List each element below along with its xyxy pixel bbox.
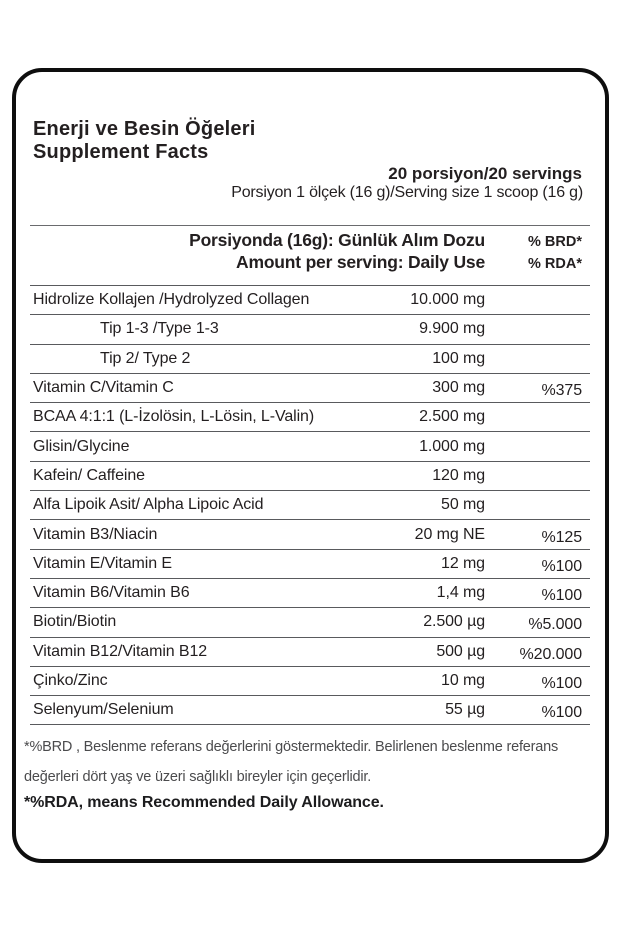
column-header-percent-tr: % BRD*: [528, 234, 582, 250]
nutrient-amount: 10 mg: [441, 672, 485, 689]
footnote-rda: *%RDA, means Recommended Daily Allowance.: [24, 794, 384, 811]
nutrient-amount: 2.500 mg: [419, 408, 485, 426]
nutrient-amount: 10.000 mg: [410, 291, 485, 309]
nutrient-name: Çinko/Zinc: [33, 672, 108, 689]
nutrient-name: Glisin/Glycine: [33, 437, 130, 455]
footnote-brd: *%BRD , Beslenme referans değerlerini göstermektedir. Belirlenen beslenme referans değerleri dört yaş ve üzeri sağlıklı bireyler için geçerlidir.: [24, 739, 559, 785]
table-row: [30, 695, 590, 724]
nutrient-name: Vitamin B12/Vitamin B12: [33, 642, 208, 660]
nutrient-name: Vitamin E/Vitamin E: [33, 554, 172, 572]
table-row: [30, 578, 590, 607]
nutrient-percent: %100: [541, 557, 582, 575]
nutrient-name: Vitamin C/Vitamin C: [33, 379, 174, 397]
nutrient-percent: %5.000: [528, 616, 582, 634]
nutrient-amount: 55 µg: [445, 701, 485, 719]
nutrient-name: Alfa Lipoik Asit/ Alpha Lipoic Acid: [33, 496, 264, 514]
nutrient-name: Biotin/Biotin: [33, 613, 117, 631]
label-title-english: Supplement Facts: [33, 141, 209, 163]
table-row: [30, 666, 590, 695]
nutrient-name: Tip 2/ Type 2: [100, 349, 191, 367]
nutrient-name: Selenyum/Selenium: [33, 701, 174, 719]
nutrient-percent: %20.000: [519, 645, 582, 663]
nutrient-amount: 300 mg: [432, 379, 485, 397]
table-header-row-turkish: [30, 230, 590, 252]
table-row: [30, 402, 590, 431]
nutrient-percent: %125: [541, 528, 582, 546]
label-title-turkish: Enerji ve Besin Öğeleri: [33, 118, 256, 140]
table-row: [30, 549, 590, 578]
table-row: [30, 344, 590, 373]
column-header-amount-en: Amount per serving: Daily Use: [236, 252, 485, 272]
nutrient-amount: 12 mg: [441, 554, 485, 572]
servings-count: 20 porsiyon/20 servings: [388, 164, 582, 183]
table-row: [30, 490, 590, 519]
table-row: [30, 637, 590, 666]
header-divider: [30, 225, 590, 226]
nutrient-amount: 1.000 mg: [419, 437, 485, 455]
table-header-row-english: [30, 252, 590, 274]
nutrient-amount: 100 mg: [432, 349, 485, 367]
table-row: [30, 314, 590, 343]
nutrient-amount: 50 mg: [441, 496, 485, 514]
table-row: [30, 607, 590, 636]
table-row: [30, 461, 590, 490]
facts-table-body: [30, 285, 590, 725]
serving-size: Porsiyon 1 ölçek (16 g)/Serving size 1 scoop (16 g): [231, 184, 583, 201]
nutrient-name: Hidrolize Kollajen /Hydrolyzed Collagen: [33, 291, 310, 309]
nutrient-amount: 20 mg NE: [414, 525, 485, 543]
column-header-percent-en: % RDA*: [528, 256, 582, 272]
table-row: [30, 431, 590, 460]
supplement-facts-card: [12, 68, 609, 863]
nutrient-name: Vitamin B6/Vitamin B6: [33, 584, 190, 602]
nutrient-amount: 9.900 mg: [419, 320, 485, 338]
table-header: [30, 230, 590, 274]
table-row: [30, 519, 590, 548]
nutrient-amount: 120 mg: [432, 466, 485, 484]
nutrient-name: Vitamin B3/Niacin: [33, 525, 158, 543]
column-header-amount-tr: Porsiyonda (16g): Günlük Alım Dozu: [189, 230, 485, 250]
nutrient-amount: 2.500 µg: [423, 613, 485, 631]
nutrient-name: Kafein/ Caffeine: [33, 466, 145, 484]
nutrient-percent: %100: [541, 587, 582, 605]
table-row: [30, 285, 590, 314]
nutrient-amount: 500 µg: [436, 642, 485, 660]
nutrient-percent: %100: [541, 704, 582, 722]
nutrient-name: Tip 1-3 /Type 1-3: [100, 320, 219, 338]
nutrient-percent: %100: [541, 675, 582, 692]
nutrient-name: BCAA 4:1:1 (L-İzolösin, L-Lösin, L-Valin): [33, 408, 315, 426]
table-row: [30, 373, 590, 402]
nutrient-percent: %375: [541, 382, 582, 400]
nutrient-amount: 1,4 mg: [436, 584, 485, 602]
